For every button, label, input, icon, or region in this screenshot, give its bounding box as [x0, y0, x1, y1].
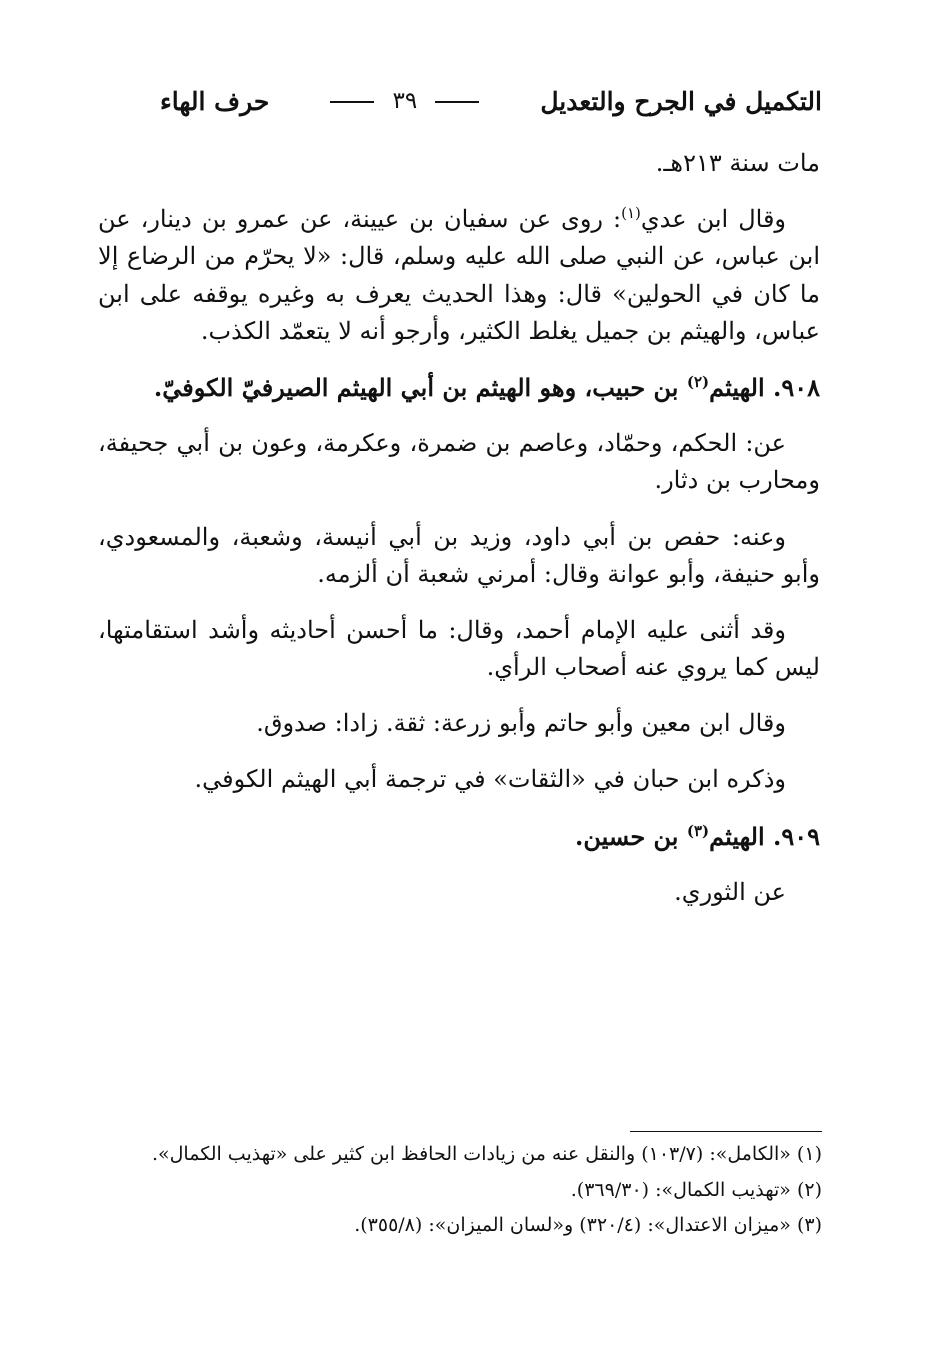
footnote-1: (١) «الكامل»: (١٠٣/٧) والنقل عنه من زيادات الحافظ ابن كثير على «تهذيب الكمال». [151, 1143, 822, 1165]
entry-909-teacher: عن الثوري. [674, 877, 786, 906]
death-year-line: مات سنة ٢١٣هـ. [655, 149, 820, 177]
main-text [98, 145, 820, 930]
entry-908-ibn-hibban: وذكره ابن حبان في «الثقات» في ترجمة أبي الهيثم الكوفي. [194, 765, 786, 794]
entry-908-name-end: بن حبيب، وهو الهيثم بن أبي الهيثم الصيرفيّ الكوفيّ. [153, 372, 687, 402]
entry-number-908: ٩٠٨. [772, 372, 820, 402]
entry-number-909: ٩٠٩. [772, 821, 820, 851]
header-page-group [330, 88, 479, 116]
entry-908-teachers: عن: الحكم، وحمّاد، وعاصم بن ضمرة، وعكرمة، وعون بن أبي جحيفة، ومحارب بن دثار. [98, 429, 820, 495]
entry-heading-909 [98, 818, 820, 855]
section-title: حرف الهاء [160, 87, 270, 116]
footnote-reference-1: (١) [621, 204, 641, 223]
footnote-divider [630, 1131, 822, 1132]
entry-908-grades: وقال ابن معين وأبو حاتم وأبو زرعة: ثقة. زادا: صدوق. [256, 709, 786, 738]
ibn-adi-intro: وقال ابن عدي [640, 205, 787, 234]
header-dash-right [435, 101, 479, 103]
entry-909-name-end: بن حسين. [575, 821, 687, 851]
footnote-3: (٣) «ميزان الاعتدال»: (٣٢٠/٤) و«لسان الميزان»: (٣٥٥/٨). [354, 1214, 822, 1237]
page-number: ٣٩ [392, 88, 418, 115]
footnotes [98, 1142, 822, 1249]
book-title: التكميل في الجرح والتعديل [540, 87, 822, 116]
entry-908-name-start: الهيثم [709, 372, 765, 402]
entry-heading-908 [98, 369, 820, 406]
footnote-2: (٢) «تهذيب الكمال»: (٣٦٩/٣٠). [570, 1178, 822, 1201]
ibn-adi-paragraph [98, 201, 820, 350]
entry-909-name-start: الهيثم [709, 821, 765, 851]
entry-908-ahmad-praise: وقد أثنى عليه الإمام أحمد، وقال: ما أحسن أحاديثه وأشد استقامتها، ليس كما يروي عنه أصحاب الرأي. [98, 615, 820, 682]
ibn-adi-text: : روى عن سفيان بن عيينة، عن عمرو بن دينار، عن ابن عباس، عن النبي صلى الله عليه وسلم، قال: «لا يحرّم من الرضاع إلا ما كان في الحولين» قال: وهذا الحديث يعرف به وغيره يوقفه على ابن عباس، والهيثم بن جميل يغلط الكثير، وأرجو أنه لا يتعمّد الكذب. [98, 205, 820, 345]
header-dash-left [330, 101, 374, 103]
entry-908-students: وعنه: حفص بن أبي داود، وزيد بن أبي أنيسة، وشعبة، والمسعودي، وأبو حنيفة، وأبو عوانة وقال: أمرني شعبة أن ألزمه. [98, 522, 820, 588]
footnote-reference-2: (٢) [686, 372, 710, 391]
footnote-reference-3: (٣) [686, 821, 710, 840]
running-header [160, 82, 822, 122]
